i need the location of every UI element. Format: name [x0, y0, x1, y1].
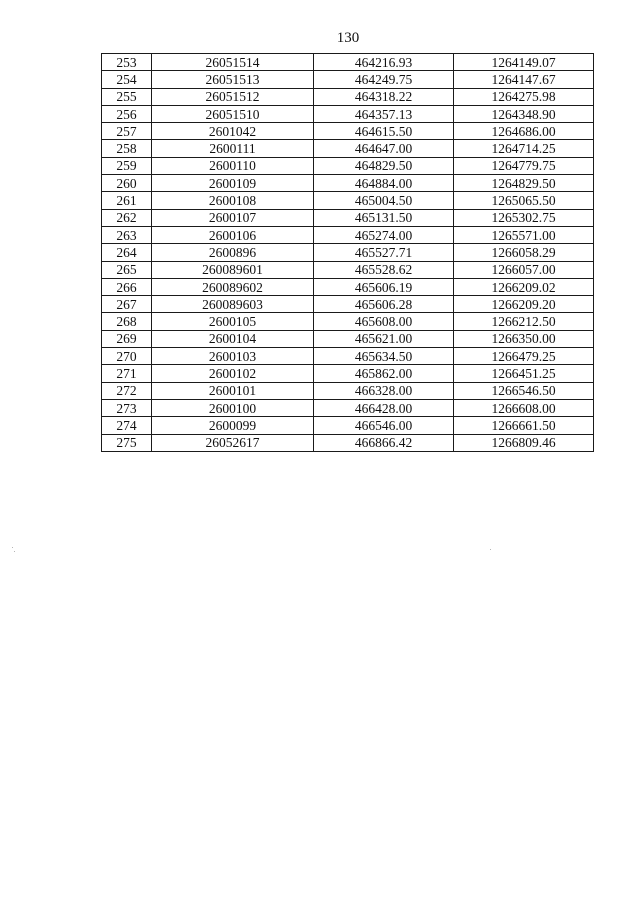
- point-id-cell: 2600107: [152, 209, 314, 226]
- scan-speck: [490, 549, 491, 550]
- y-coordinate-cell: 1266809.46: [454, 434, 594, 451]
- y-coordinate-cell: 1266057.00: [454, 261, 594, 278]
- point-id-cell: 2600106: [152, 226, 314, 243]
- y-coordinate-cell: 1266608.00: [454, 399, 594, 416]
- point-id-cell: 2600099: [152, 417, 314, 434]
- table-row: [102, 88, 594, 105]
- y-coordinate-cell: 1266212.50: [454, 313, 594, 330]
- x-coordinate-cell: 464615.50: [314, 123, 454, 140]
- x-coordinate-cell: 464249.75: [314, 71, 454, 88]
- y-coordinate-cell: 1264147.67: [454, 71, 594, 88]
- coordinates-table-body: [102, 54, 594, 452]
- point-id-cell: 2600105: [152, 313, 314, 330]
- row-number-cell: 264: [102, 244, 152, 261]
- table-row: [102, 399, 594, 416]
- x-coordinate-cell: 465634.50: [314, 348, 454, 365]
- row-number-cell: 258: [102, 140, 152, 157]
- table-row: [102, 192, 594, 209]
- x-coordinate-cell: 464357.13: [314, 105, 454, 122]
- row-number-cell: 256: [102, 105, 152, 122]
- row-number-cell: 265: [102, 261, 152, 278]
- table-row: [102, 417, 594, 434]
- y-coordinate-cell: 1266661.50: [454, 417, 594, 434]
- row-number-cell: 268: [102, 313, 152, 330]
- y-coordinate-cell: 1266058.29: [454, 244, 594, 261]
- row-number-cell: 259: [102, 157, 152, 174]
- point-id-cell: 26051514: [152, 54, 314, 71]
- point-id-cell: 2600100: [152, 399, 314, 416]
- x-coordinate-cell: 465606.19: [314, 278, 454, 295]
- table-row: [102, 226, 594, 243]
- row-number-cell: 255: [102, 88, 152, 105]
- x-coordinate-cell: 464829.50: [314, 157, 454, 174]
- row-number-cell: 271: [102, 365, 152, 382]
- row-number-cell: 254: [102, 71, 152, 88]
- page-number: 130: [336, 30, 360, 46]
- x-coordinate-cell: 465862.00: [314, 365, 454, 382]
- point-id-cell: 2600110: [152, 157, 314, 174]
- x-coordinate-cell: 465274.00: [314, 226, 454, 243]
- x-coordinate-cell: 466328.00: [314, 382, 454, 399]
- table-row: [102, 123, 594, 140]
- row-number-cell: 272: [102, 382, 152, 399]
- point-id-cell: 2600103: [152, 348, 314, 365]
- x-coordinate-cell: 466546.00: [314, 417, 454, 434]
- y-coordinate-cell: 1264275.98: [454, 88, 594, 105]
- x-coordinate-cell: 464884.00: [314, 175, 454, 192]
- y-coordinate-cell: 1266209.02: [454, 278, 594, 295]
- x-coordinate-cell: 464647.00: [314, 140, 454, 157]
- point-id-cell: 2600109: [152, 175, 314, 192]
- point-id-cell: 2600896: [152, 244, 314, 261]
- table-row: [102, 296, 594, 313]
- scan-speck: [12, 547, 13, 548]
- point-id-cell: 26051513: [152, 71, 314, 88]
- table-row: [102, 330, 594, 347]
- point-id-cell: 2600101: [152, 382, 314, 399]
- x-coordinate-cell: 465527.71: [314, 244, 454, 261]
- y-coordinate-cell: 1265571.00: [454, 226, 594, 243]
- y-coordinate-cell: 1266546.50: [454, 382, 594, 399]
- table-row: [102, 348, 594, 365]
- row-number-cell: 260: [102, 175, 152, 192]
- y-coordinate-cell: 1264149.07: [454, 54, 594, 71]
- table-row: [102, 105, 594, 122]
- row-number-cell: 262: [102, 209, 152, 226]
- row-number-cell: 270: [102, 348, 152, 365]
- y-coordinate-cell: 1266479.25: [454, 348, 594, 365]
- table-row: [102, 140, 594, 157]
- table-row: [102, 365, 594, 382]
- x-coordinate-cell: 466866.42: [314, 434, 454, 451]
- row-number-cell: 273: [102, 399, 152, 416]
- x-coordinate-cell: 464216.93: [314, 54, 454, 71]
- row-number-cell: 269: [102, 330, 152, 347]
- y-coordinate-cell: 1264348.90: [454, 105, 594, 122]
- table-row: [102, 175, 594, 192]
- row-number-cell: 261: [102, 192, 152, 209]
- point-id-cell: 260089601: [152, 261, 314, 278]
- y-coordinate-cell: 1264686.00: [454, 123, 594, 140]
- row-number-cell: 257: [102, 123, 152, 140]
- y-coordinate-cell: 1266451.25: [454, 365, 594, 382]
- table-row: [102, 209, 594, 226]
- x-coordinate-cell: 464318.22: [314, 88, 454, 105]
- y-coordinate-cell: 1266209.20: [454, 296, 594, 313]
- point-id-cell: 260089603: [152, 296, 314, 313]
- point-id-cell: 2600102: [152, 365, 314, 382]
- point-id-cell: 26051510: [152, 105, 314, 122]
- point-id-cell: 26051512: [152, 88, 314, 105]
- x-coordinate-cell: 465621.00: [314, 330, 454, 347]
- table-row: [102, 54, 594, 71]
- y-coordinate-cell: 1264829.50: [454, 175, 594, 192]
- point-id-cell: 26052617: [152, 434, 314, 451]
- x-coordinate-cell: 465004.50: [314, 192, 454, 209]
- y-coordinate-cell: 1264714.25: [454, 140, 594, 157]
- table-row: [102, 157, 594, 174]
- x-coordinate-cell: 465606.28: [314, 296, 454, 313]
- row-number-cell: 267: [102, 296, 152, 313]
- x-coordinate-cell: 465528.62: [314, 261, 454, 278]
- table-row: [102, 244, 594, 261]
- table-row: [102, 434, 594, 451]
- table-row: [102, 278, 594, 295]
- row-number-cell: 266: [102, 278, 152, 295]
- x-coordinate-cell: 466428.00: [314, 399, 454, 416]
- table-row: [102, 382, 594, 399]
- row-number-cell: 253: [102, 54, 152, 71]
- scan-speck: [14, 551, 15, 552]
- x-coordinate-cell: 465131.50: [314, 209, 454, 226]
- point-id-cell: 2600108: [152, 192, 314, 209]
- x-coordinate-cell: 465608.00: [314, 313, 454, 330]
- table-row: [102, 261, 594, 278]
- row-number-cell: 275: [102, 434, 152, 451]
- row-number-cell: 274: [102, 417, 152, 434]
- point-id-cell: 2600104: [152, 330, 314, 347]
- y-coordinate-cell: 1266350.00: [454, 330, 594, 347]
- y-coordinate-cell: 1264779.75: [454, 157, 594, 174]
- table-row: [102, 71, 594, 88]
- y-coordinate-cell: 1265302.75: [454, 209, 594, 226]
- row-number-cell: 263: [102, 226, 152, 243]
- point-id-cell: 2601042: [152, 123, 314, 140]
- coordinates-table: [101, 53, 594, 452]
- table-row: [102, 313, 594, 330]
- point-id-cell: 260089602: [152, 278, 314, 295]
- y-coordinate-cell: 1265065.50: [454, 192, 594, 209]
- point-id-cell: 2600111: [152, 140, 314, 157]
